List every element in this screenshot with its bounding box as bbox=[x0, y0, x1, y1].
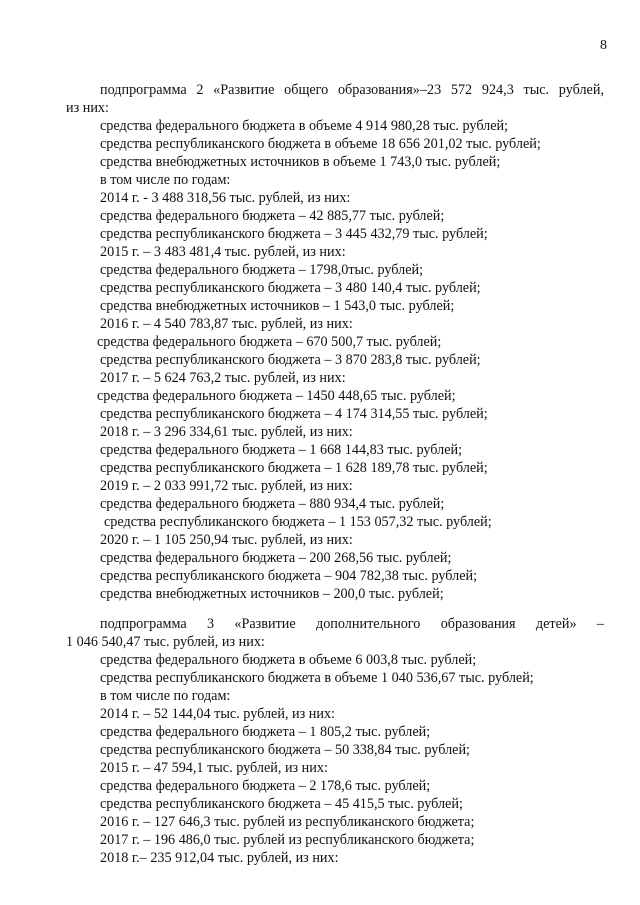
section1-line: 2017 г. – 5 624 763,2 тыс. рублей, из них: bbox=[100, 370, 346, 386]
section2-line: средства федерального бюджета в объеме 6 003,8 тыс. рублей; bbox=[100, 652, 477, 668]
section1-line: средства республиканского бюджета – 3 480 140,4 тыс. рублей; bbox=[100, 280, 481, 296]
section2-line: 2015 г. – 47 594,1 тыс. рублей, из них: bbox=[100, 760, 328, 776]
section2-line: средства федерального бюджета – 1 805,2 тыс. рублей; bbox=[100, 724, 431, 740]
section2-line: 2014 г. – 52 144,04 тыс. рублей, из них: bbox=[100, 706, 335, 722]
section2-line: 2017 г. – 196 486,0 тыс. рублей из республиканского бюджета; bbox=[100, 832, 475, 848]
section1-line: средства федерального бюджета – 42 885,77 тыс. рублей; bbox=[100, 208, 445, 224]
section1-line: средства республиканского бюджета – 1 153 057,32 тыс. рублей; bbox=[104, 514, 492, 530]
section1-line: средства внебюджетных источников в объеме 1 743,0 тыс. рублей; bbox=[100, 154, 501, 170]
section1-line: средства республиканского бюджета – 1 628 189,78 тыс. рублей; bbox=[100, 460, 488, 476]
section1-line: средства федерального бюджета – 200 268,56 тыс. рублей; bbox=[100, 550, 452, 566]
section1-header-line2: из них: bbox=[66, 100, 109, 116]
section1-line: 2018 г. – 3 296 334,61 тыс. рублей, из них: bbox=[100, 424, 353, 440]
section1-line: средства федерального бюджета – 1798,0тыс. рублей; bbox=[100, 262, 424, 278]
section1-line: средства республиканского бюджета – 904 782,38 тыс. рублей; bbox=[100, 568, 478, 584]
section2-header-line2: 1 046 540,47 тыс. рублей, из них: bbox=[66, 634, 265, 650]
section1-line: средства внебюджетных источников – 1 543,0 тыс. рублей; bbox=[100, 298, 455, 314]
section2-line: средства республиканского бюджета в объеме 1 040 536,67 тыс. рублей; bbox=[100, 670, 534, 686]
section1-line: 2016 г. – 4 540 783,87 тыс. рублей, из них: bbox=[100, 316, 353, 332]
section1-line: средства республиканского бюджета в объеме 18 656 201,02 тыс. рублей; bbox=[100, 136, 541, 152]
section2-header-line1: подпрограмма 3 «Развитие дополнительного образования детей» – bbox=[100, 616, 604, 632]
section1-line: средства федерального бюджета – 880 934,4 тыс. рублей; bbox=[100, 496, 445, 512]
page-number: 8 bbox=[600, 38, 607, 53]
section2-line: средства республиканского бюджета – 45 415,5 тыс. рублей; bbox=[100, 796, 463, 812]
section1-line: 2015 г. – 3 483 481,4 тыс. рублей, из них: bbox=[100, 244, 346, 260]
section1-line: в том числе по годам: bbox=[100, 172, 231, 188]
section2-line: 2016 г. – 127 646,3 тыс. рублей из республиканского бюджета; bbox=[100, 814, 475, 830]
section1-line: средства республиканского бюджета – 3 445 432,79 тыс. рублей; bbox=[100, 226, 488, 242]
section1-line: 2019 г. – 2 033 991,72 тыс. рублей, из них: bbox=[100, 478, 353, 494]
section1-line: средства федерального бюджета – 1450 448,65 тыс. рублей; bbox=[97, 388, 456, 404]
section1-line: средства федерального бюджета – 1 668 144,83 тыс. рублей; bbox=[100, 442, 463, 458]
section2-line: средства федерального бюджета – 2 178,6 тыс. рублей; bbox=[100, 778, 431, 794]
section1-line: 2014 г. - 3 488 318,56 тыс. рублей, из них: bbox=[100, 190, 351, 206]
section1-line: 2020 г. – 1 105 250,94 тыс. рублей, из них: bbox=[100, 532, 353, 548]
section1-header-line1: подпрограмма 2 «Развитие общего образования»–23 572 924,3 тыс. рублей, bbox=[100, 82, 604, 98]
section2-line: 2018 г.– 235 912,04 тыс. рублей, из них: bbox=[100, 850, 339, 866]
section2-line: средства республиканского бюджета – 50 338,84 тыс. рублей; bbox=[100, 742, 470, 758]
section1-line: средства республиканского бюджета – 3 870 283,8 тыс. рублей; bbox=[100, 352, 481, 368]
section2-line: в том числе по годам: bbox=[100, 688, 231, 704]
section1-line: средства федерального бюджета в объеме 4 914 980,28 тыс. рублей; bbox=[100, 118, 509, 134]
section1-line: средства федерального бюджета – 670 500,7 тыс. рублей; bbox=[97, 334, 442, 350]
section1-line: средства республиканского бюджета – 4 174 314,55 тыс. рублей; bbox=[100, 406, 488, 422]
section1-line: средства внебюджетных источников – 200,0 тыс. рублей; bbox=[100, 586, 444, 602]
